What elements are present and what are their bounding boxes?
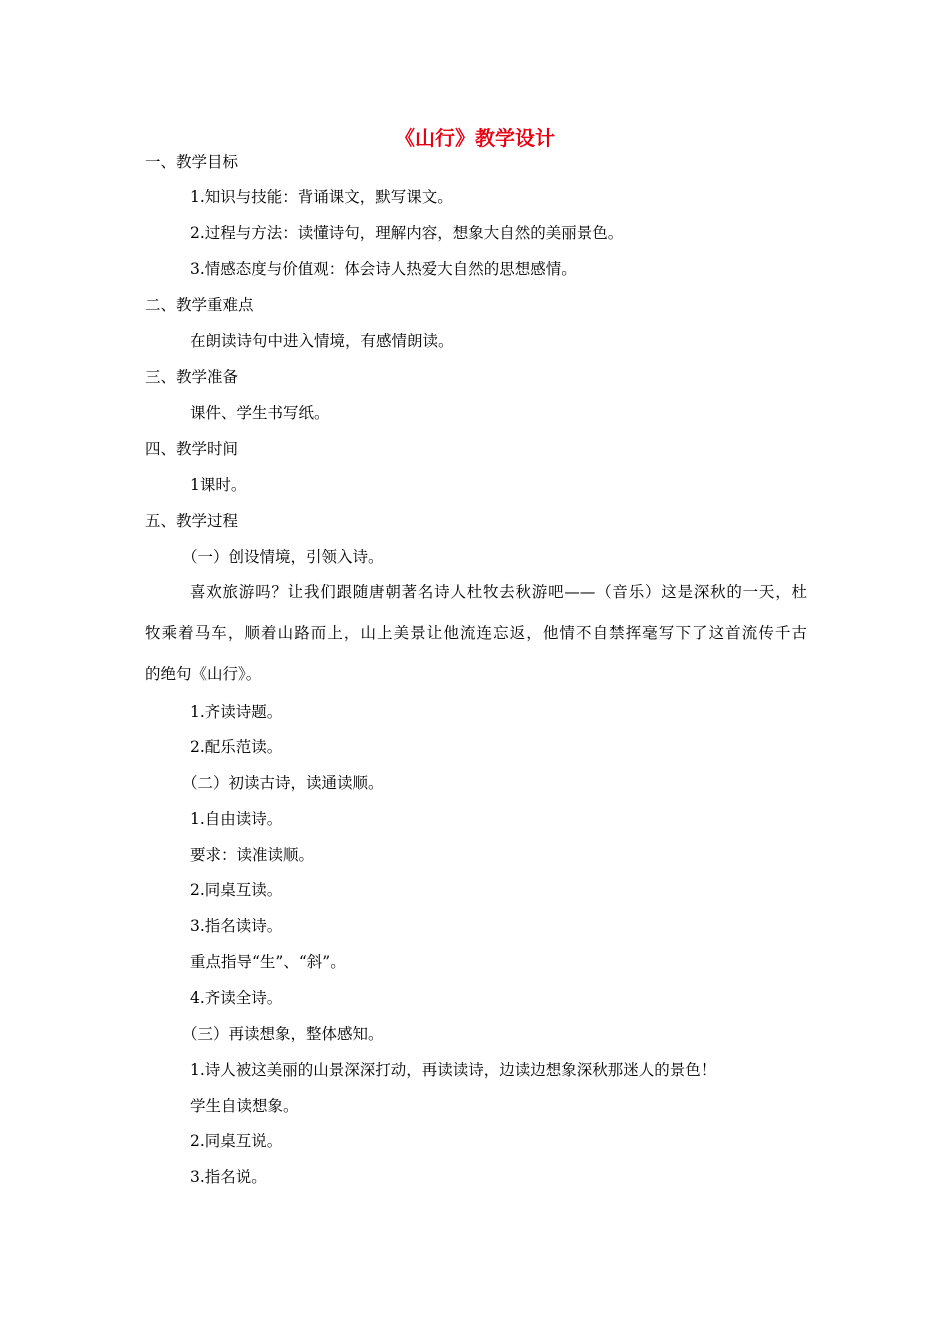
objective-item: 3.情感态度与价值观：体会诗人热爱大自然的思想感情。 <box>190 260 577 278</box>
key-points-text: 在朗读诗句中进入情境，有感情朗读。 <box>190 332 454 350</box>
preparation-text: 课件、学生书写纸。 <box>190 404 330 422</box>
section-heading-key-points: 二、教学重难点 <box>145 296 254 314</box>
section-heading-objectives: 一、教学目标 <box>145 153 239 171</box>
process-step-title: （一）创设情境，引领入诗。 <box>182 548 384 566</box>
paragraph-line: 牧乘着马车，顺着山路而上，山上美景让他流连忘返，他情不自禁挥毫写下了这首流传千古 <box>145 624 807 642</box>
section-heading-time: 四、教学时间 <box>145 440 239 458</box>
process-item: 2.同桌互读。 <box>190 881 283 899</box>
document-title: 《山行》教学设计 <box>395 126 555 150</box>
process-item: 1.诗人被这美丽的山景深深打动，再读读诗，边读边想象深秋那迷人的景色！ <box>190 1061 717 1079</box>
process-item: 2.配乐范读。 <box>190 738 283 756</box>
process-item: 学生自读想象。 <box>190 1097 299 1115</box>
process-step-title: （三）再读想象，整体感知。 <box>182 1025 384 1043</box>
objective-item: 1.知识与技能：背诵课文，默写课文。 <box>190 188 453 206</box>
process-item: 1.自由读诗。 <box>190 810 283 828</box>
process-item: 重点指导“生”、“斜”。 <box>190 953 346 971</box>
process-item: 3.指名读诗。 <box>190 917 283 935</box>
paragraph-line: 的绝句《山行》。 <box>145 665 262 683</box>
objective-item: 2.过程与方法：读懂诗句，理解内容，想象大自然的美丽景色。 <box>190 224 624 242</box>
process-item: 4.齐读全诗。 <box>190 989 283 1007</box>
section-heading-preparation: 三、教学准备 <box>145 368 239 386</box>
time-text: 1课时。 <box>190 476 247 494</box>
process-step-title: （二）初读古诗，读通读顺。 <box>182 774 384 792</box>
paragraph-line: 喜欢旅游吗？让我们跟随唐朝著名诗人杜牧去秋游吧——（音乐）这是深秋的一天，杜 <box>190 583 807 601</box>
process-item: 要求：读准读顺。 <box>190 846 315 864</box>
process-item: 3.指名说。 <box>190 1168 267 1186</box>
section-heading-process: 五、教学过程 <box>145 512 239 530</box>
process-item: 2.同桌互说。 <box>190 1132 283 1150</box>
process-item: 1.齐读诗题。 <box>190 703 283 721</box>
